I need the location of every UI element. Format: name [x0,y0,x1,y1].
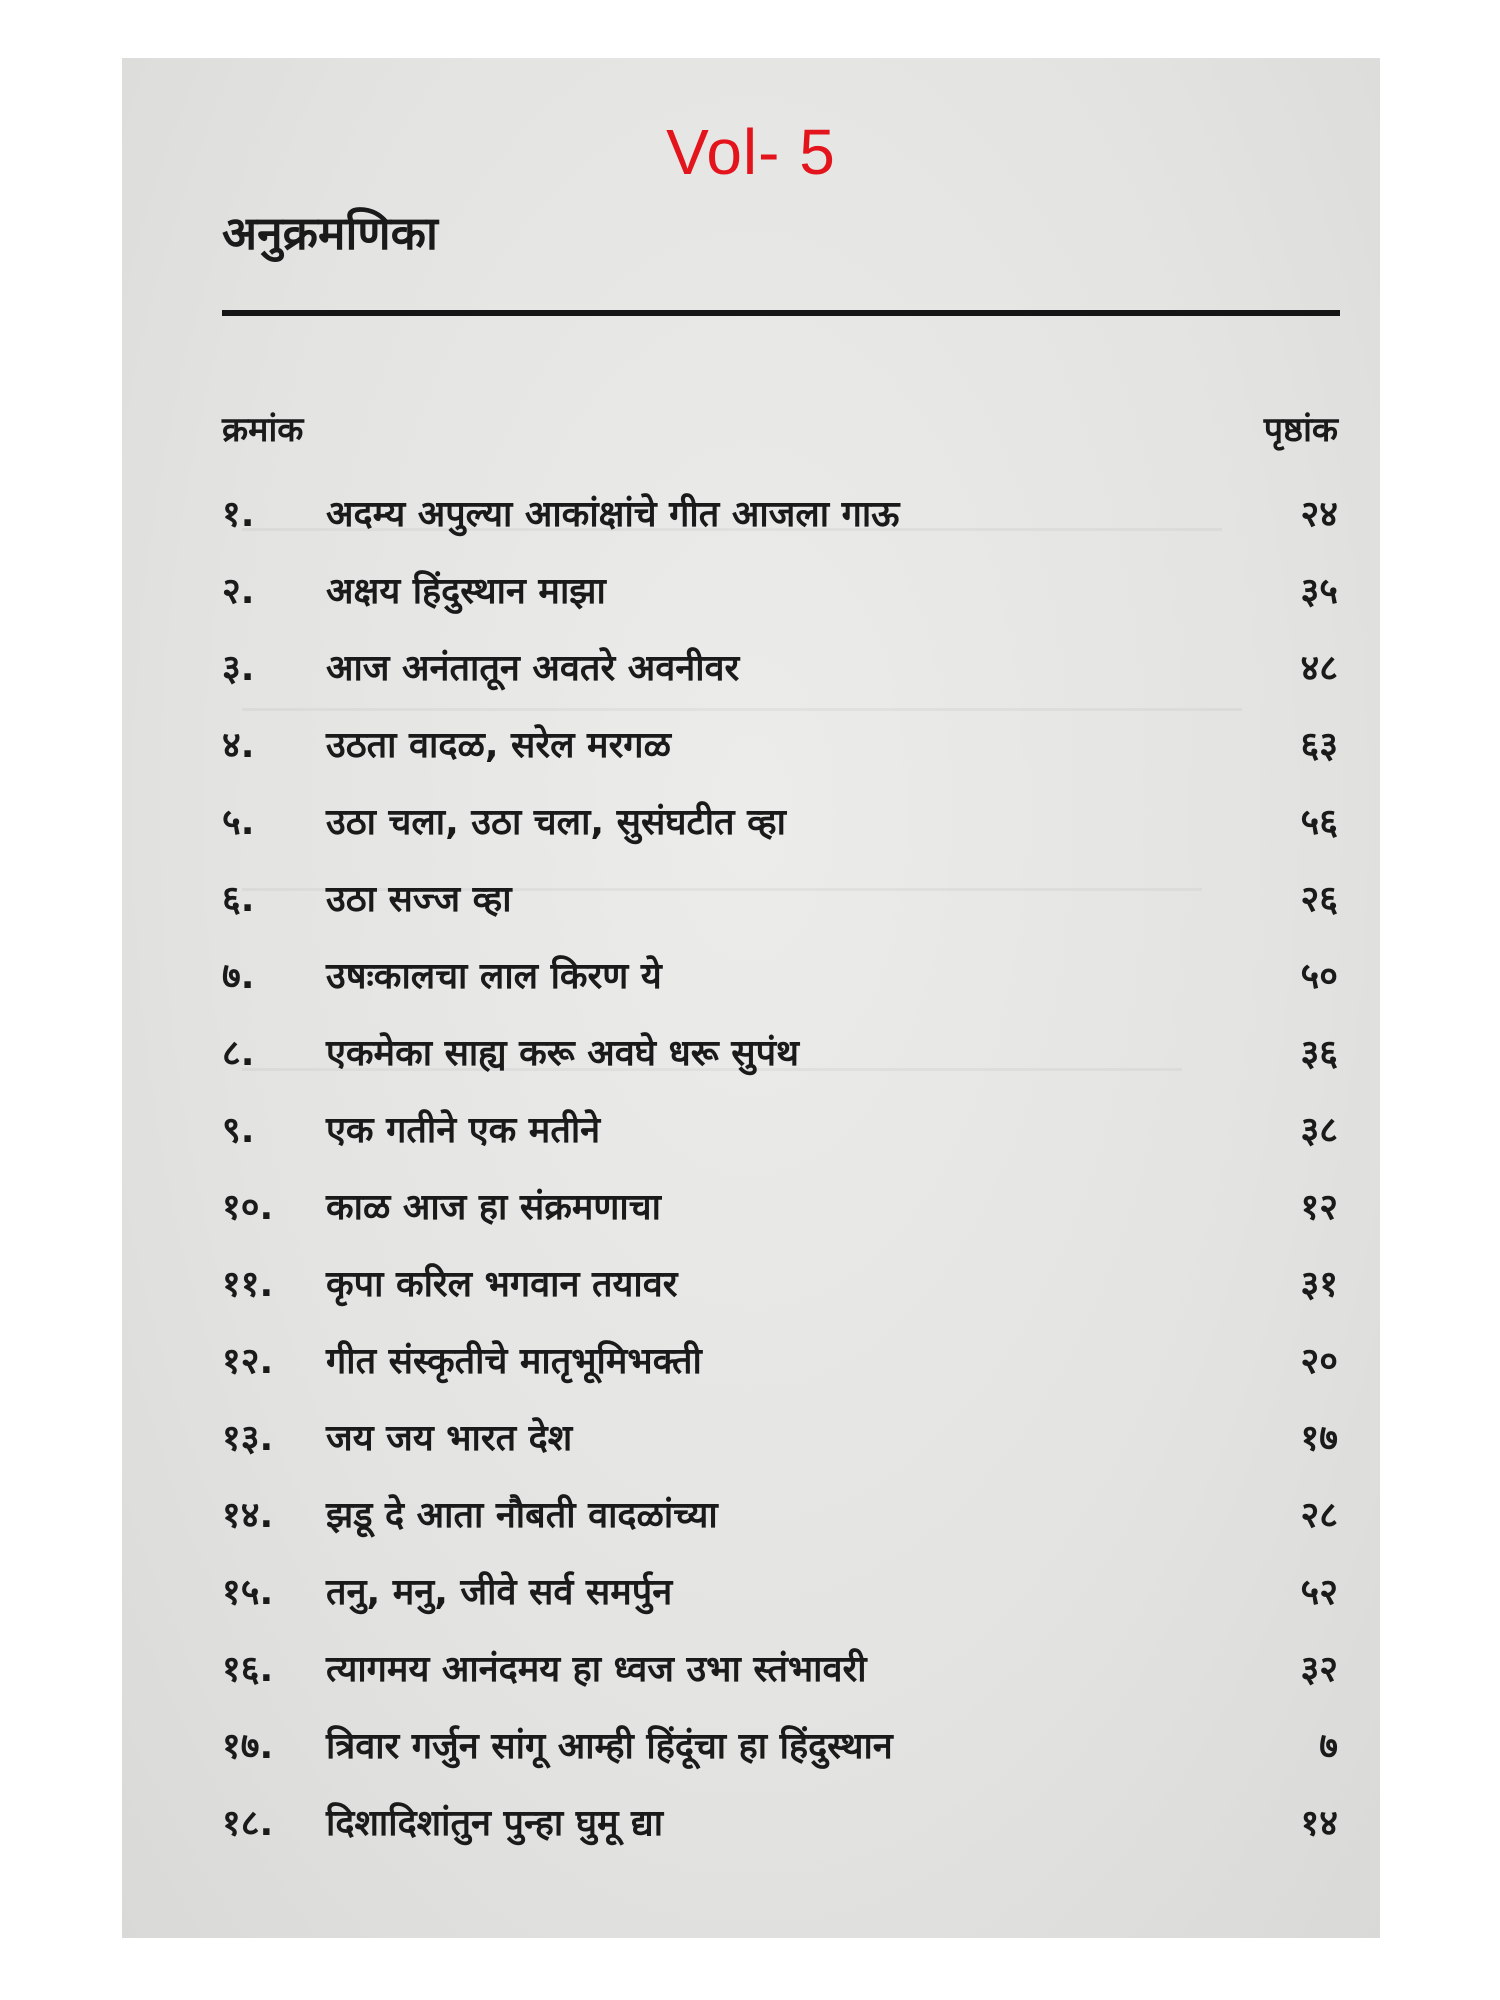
entry-page: ७ [1319,1726,1338,1767]
entry-number: ३. [222,648,255,689]
list-item [222,553,1338,630]
entry-title: आज अनंतातून अवतरे अवनीवर [326,648,740,689]
entry-page: ४८ [1300,648,1338,689]
list-item [222,938,1338,1015]
list-item [222,1015,1338,1092]
entry-number: १५. [222,1572,274,1613]
entry-title: एक गतीने एक मतीने [326,1110,601,1151]
entry-number: १२. [222,1341,274,1382]
list-item [222,861,1338,938]
entry-page: ३५ [1300,571,1338,612]
entry-title: एकमेका साह्य करू अवघे धरू सुपंथ [326,1033,800,1074]
list-item [222,1477,1338,1554]
entry-number: १६. [222,1649,274,1690]
list-item [222,1400,1338,1477]
entry-page: ५० [1300,956,1338,997]
entry-number: ९. [222,1110,255,1151]
heading-divider [222,310,1340,316]
entry-title: तनु, मनु, जीवे सर्व समर्पुन [326,1572,673,1613]
entry-title: गीत संस्कृतीचे मातृभूमिभक्ती [326,1341,702,1382]
entry-title: त्रिवार गर्जुन सांगू आम्ही हिंदूंचा हा हिंदुस्थान [326,1726,893,1767]
entry-page: ५६ [1300,802,1338,843]
entry-title: उठा चला, उठा चला, सुसंघटीत व्हा [326,802,786,843]
entry-number: ४. [222,725,255,766]
list-item [222,1785,1338,1862]
entry-page: २० [1300,1341,1338,1382]
list-item [222,707,1338,784]
book-page [122,58,1380,1938]
entry-title: अक्षय हिंदुस्थान माझा [326,571,606,612]
entry-title: उठा सज्ज व्हा [326,879,512,920]
entry-page: २८ [1300,1495,1338,1536]
list-item [222,1246,1338,1323]
list-item [222,476,1338,553]
entry-title: कृपा करिल भगवान तयावर [326,1264,678,1305]
entry-page: १२ [1300,1187,1338,1228]
entry-number: ६. [222,879,255,920]
entry-page: ३१ [1300,1264,1338,1305]
list-item [222,1554,1338,1631]
column-header-page: पृष्ठांक [1263,410,1338,450]
list-item [222,1631,1338,1708]
entry-title: झडू दे आता नौबती वादळांच्या [326,1495,718,1536]
entry-number: १. [222,494,255,535]
entry-number: १८. [222,1803,274,1844]
entry-title: उठता वादळ, सरेल मरगळ [326,725,671,766]
entry-page: ३६ [1300,1033,1338,1074]
volume-label: Vol- 5 [666,116,836,188]
entry-title: दिशादिशांतुन पुन्हा घुमू द्या [326,1803,664,1844]
entry-number: १४. [222,1495,274,1536]
entry-page: २४ [1300,494,1338,535]
entry-page: २६ [1300,879,1338,920]
contents-list [222,476,1338,1862]
entry-number: ५. [222,802,255,843]
entry-number: १०. [222,1187,274,1228]
entry-number: ११. [222,1264,274,1305]
entry-page: १४ [1300,1803,1338,1844]
list-item [222,1708,1338,1785]
entry-number: १३. [222,1418,274,1459]
entry-title: अदम्य अपुल्या आकांक्षांचे गीत आजला गाऊ [326,494,900,535]
entry-number: १७. [222,1726,274,1767]
entry-page: १७ [1300,1418,1338,1459]
entry-number: ८. [222,1033,255,1074]
entry-title: जय जय भारत देश [326,1418,573,1459]
entry-page: ५२ [1300,1572,1338,1613]
column-header-number: क्रमांक [222,410,304,450]
list-item [222,1169,1338,1246]
list-item [222,630,1338,707]
entry-number: ७. [222,956,255,997]
entry-page: ६३ [1300,725,1338,766]
list-item [222,784,1338,861]
entry-page: ३२ [1300,1649,1338,1690]
entry-title: त्यागमय आनंदमय हा ध्वज उभा स्तंभावरी [326,1649,867,1690]
list-item [222,1092,1338,1169]
entry-title: काळ आज हा संक्रमणाचा [326,1187,661,1228]
entry-number: २. [222,571,255,612]
entry-title: उषःकालचा लाल किरण ये [326,956,662,997]
page-title: अनुक्रमणिका [222,206,438,260]
entry-page: ३८ [1300,1110,1338,1151]
list-item [222,1323,1338,1400]
